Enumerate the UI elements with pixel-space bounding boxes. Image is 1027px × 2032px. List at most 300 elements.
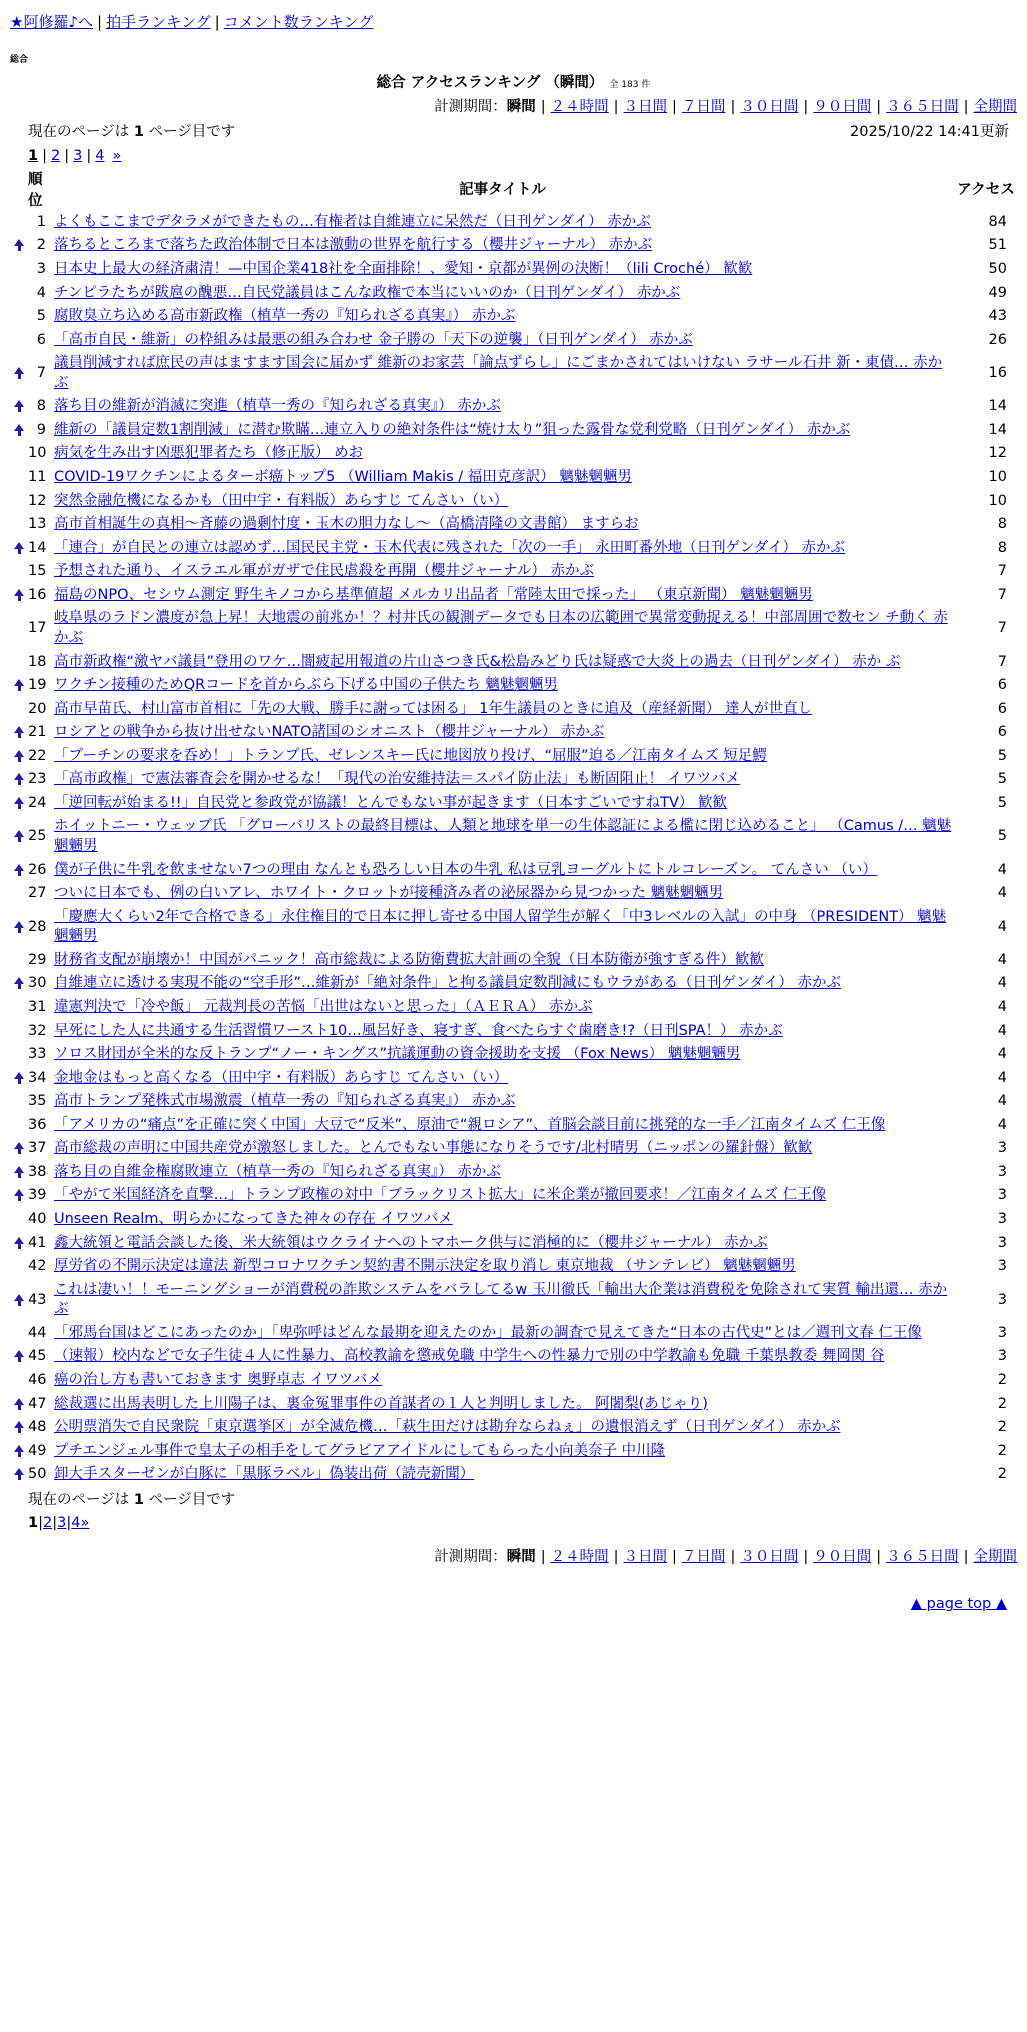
access-count: 2 [997,1371,1007,1388]
access-count: 14 [988,398,1007,415]
rank-number: 42 [28,1258,47,1275]
trend-cell [10,972,28,996]
current-page-text-bottom: 現在のページは 1 ページ目です [28,1491,236,1508]
title-cell [50,490,955,514]
up-arrow-icon [14,239,24,246]
trend-cell [10,1090,28,1114]
table-row [10,352,1017,395]
title-cell [50,1393,955,1417]
trend-cell [10,768,28,792]
trend-cell [10,1416,28,1440]
top-navigation [10,12,1017,34]
up-arrow-icon [14,424,24,431]
article-link[interactable]: 突然金融危機になるかも（田中宇・有料版）あらすじ てんさい（い） [54,492,509,509]
trend-cell [10,607,28,650]
table-row [10,584,1017,608]
trend-cell [10,906,28,949]
period-link[interactable]: ３０日間 [740,1548,799,1565]
rank-number: 47 [28,1395,47,1412]
title-cell [50,211,955,235]
rank-number: 18 [28,653,47,670]
article-link[interactable]: 総裁選に出馬表明した上川陽子は、裏金冤罪事件の首謀者の１人と判明しました。 阿闍梨(あじゃり) [54,1395,708,1412]
rank-number: 20 [28,700,47,717]
up-arrow-icon [14,864,24,871]
rank-number: 4 [36,284,46,301]
title-cell [50,1184,955,1208]
home-link[interactable]: ★阿修羅♪へ [10,13,94,31]
trend-cell [10,419,28,443]
trend-cell [10,996,28,1020]
period-separator: | [672,98,677,115]
table-row [10,1416,1017,1440]
trend-cell [10,1208,28,1232]
period-current: 瞬間 [506,98,536,115]
rank-number: 7 [36,365,46,381]
table-row [10,258,1017,282]
trend-cell [10,651,28,675]
access-count: 4 [997,1046,1007,1063]
rank-number: 3 [36,260,46,277]
period-separator: | [730,1548,736,1565]
table-row [10,1393,1017,1417]
trend-cell [10,282,28,306]
period-link[interactable]: 全期間 [973,1548,1017,1565]
article-link[interactable]: 病気を生み出す凶悪犯罪者たち（修正版） めお [54,445,364,462]
rank-number: 40 [28,1211,47,1228]
rank-number: 21 [28,724,47,741]
period-link[interactable]: ３日間 [623,1548,668,1565]
article-link[interactable]: 「アメリカの“痛点”を正確に突く中国」大豆で“反米”、原油で“親ロシア”、首脳会談目前に挑発的な一手／江南タイムズ 仁王像 [54,1116,886,1133]
comment-ranking-link[interactable]: コメント数ランキング [223,13,374,31]
table-row [10,466,1017,490]
period-separator: | [613,98,619,115]
pager-link[interactable]: 3 [73,147,83,164]
table-row [10,745,1017,769]
table-row [10,1184,1017,1208]
up-arrow-icon [14,679,24,686]
access-count: 12 [988,445,1007,462]
trend-cell [10,513,28,537]
total-count: 全 183 件 [609,80,651,90]
trend-cell [10,211,28,235]
up-arrow-icon [14,1445,24,1452]
article-link[interactable]: 岐阜県のラドン濃度が急上昇！大地震の前兆か！？村井氏の観測データでも日本の広範囲で異常変動捉える！中部周囲で数セン チ動く 赤かぶ [54,610,948,646]
title-cell [50,419,955,443]
up-arrow-icon [14,1142,24,1149]
pager-link[interactable]: 4 [71,1515,81,1532]
table-row [10,1279,1017,1322]
article-link[interactable]: チンピラたちが跋扈の醜悪…自民党議員はこんな政権で本当にいいのか（日刊ゲンダイ） 赤かぶ [54,284,681,301]
article-link[interactable]: これは凄い！！モーニングショーが消費税の詐欺システムをバラしてるw 玉川徹氏「輸出大企業は消費税を免除されて実質 輸出還… 赤かぶ [54,1281,948,1318]
article-link[interactable]: 「プーチンの要求を呑め！」トランプ氏、ゼレンスキー氏に地図放り投げ、“屈服”迫る／江南タイムズ 短足鰐 [54,747,767,764]
access-count: 16 [988,365,1007,381]
period-link[interactable]: ９０日間 [813,98,872,115]
period-link[interactable]: ３日間 [623,98,668,115]
table-row [10,972,1017,996]
trend-cell [10,792,28,816]
page-info [28,123,1009,143]
period-selector [10,98,1017,118]
article-link[interactable]: 自維連立に透ける実現不能の“空手形”…維新が「絶対条件」と拘る議員定数削減にもウラがある（日刊ゲンダイ） 赤かぶ [54,975,841,992]
period-link[interactable]: ３０日間 [740,98,799,115]
article-link[interactable]: 福島のNPO、セシウム測定 野生キノコから基準値超 メルカリ出品者「常陸太田で採った」 （東京新聞） 魑魅魍魎男 [54,586,813,603]
title-cell [50,792,955,816]
access-count: 3 [997,1291,1007,1308]
table-row [10,305,1017,329]
title-cell [50,698,955,722]
article-link[interactable]: 腐敗臭立ち込める高市新政権（植草一秀の『知られざる真実』） 赤かぶ [54,308,516,325]
title-cell [50,513,955,537]
rank-number: 14 [28,539,47,556]
rank-number: 32 [28,1022,47,1039]
rank-number: 23 [28,771,47,788]
title-cell [50,234,955,258]
access-count: 3 [997,1324,1007,1341]
access-count: 84 [988,213,1007,230]
rank-number: 31 [28,998,47,1015]
header-rank: 順位 [28,172,43,209]
up-arrow-icon [14,921,24,928]
table-row [10,996,1017,1020]
category-label: 総合 [10,55,29,65]
trend-cell [10,1137,28,1161]
article-link[interactable]: 公明票消失で自民衆院「東京選挙区」が全滅危機…「萩生田だけは勘弁ならねぇ」の遺恨消えず（日刊ゲンダイ） 赤かぶ [54,1419,841,1436]
pager-next-link[interactable]: » [80,1515,90,1532]
title-cell [50,305,955,329]
access-count: 8 [997,516,1007,533]
pager-current: 1 [28,1515,39,1532]
rank-number: 24 [28,794,47,811]
table-row [10,906,1017,949]
trend-cell [10,721,28,745]
trend-cell [10,560,28,584]
article-link[interactable]: 高市首相誕生の真相〜斉藤の過剰忖度・玉木の胆力なし〜（高橋清隆の文書館） ますらお [54,516,639,533]
access-count: 2 [997,1419,1007,1436]
table-row [10,329,1017,353]
title-cell [50,1161,955,1185]
article-link[interactable]: ついに日本でも、例の白いアレ、ホワイト・クロットが接種済み者の泌尿器から見つかった 魑魅魍魎男 [54,885,724,902]
access-count: 7 [997,563,1007,580]
up-arrow-icon [14,1398,24,1405]
rank-number: 12 [28,492,47,509]
table-row [10,1369,1017,1393]
article-link[interactable]: 鑫大統領と電話会談した後、米大統領はウクライナへのトマホーク供与に消極的に（櫻井ジャーナル） 赤かぶ [54,1234,768,1251]
article-link[interactable]: 「慶應大くらい2年で合格できる」永住権目的で日本に押し寄せる中国人留学生が解く「中3レベルの入試」の中身 （PRESIDENT） 魑魅魍魎男 [54,908,947,945]
article-link[interactable]: ホイットニー・ウェッブ氏 「グローバリストの最終目標は、人類と地球を単一の生体認証による檻に閉じ込めること」 （Camus /… 魑魅魍魎男 [54,818,952,855]
access-count: 4 [997,1022,1007,1039]
access-count: 3 [997,1348,1007,1365]
trend-cell [10,1020,28,1044]
article-link[interactable]: 落ちるところまで落ちた政治体制で日本は激動の世界を航行する（櫻井ジャーナル） 赤かぶ [54,237,653,254]
rank-number: 39 [28,1187,47,1204]
period-separator: | [963,98,969,115]
access-count: 10 [988,492,1007,509]
access-count: 2 [997,1442,1007,1459]
access-count: 8 [997,539,1007,556]
access-count: 6 [997,700,1007,717]
title-cell [50,1463,955,1487]
rank-number: 30 [28,975,47,992]
access-count: 3 [997,1163,1007,1180]
article-link[interactable]: Unseen Realm、明らかになってきた神々の存在 イワツバメ [54,1211,453,1228]
article-link[interactable]: 高市早苗氏、村山富市首相に「先の大戦、勝手に謝っては困る」 1年生議員のときに追及（産経新聞） 達人が世直し [54,700,812,717]
table-row [10,419,1017,443]
rank-number: 1 [36,213,46,230]
article-link[interactable]: 落ち目の維新が消滅に突進（植草一秀の『知られざる真実』） 赤かぶ [54,398,501,415]
pager-link[interactable]: 3 [57,1515,67,1532]
pager-link[interactable]: 2 [42,1515,53,1532]
period-link[interactable]: ３６５日間 [886,98,959,115]
up-arrow-icon [14,400,24,407]
article-link[interactable]: よくもここまでデタラメができたもの…有権者は自維連立に呆然だ（日刊ゲンダイ） 赤かぶ [54,213,651,230]
article-link[interactable]: 金地金はもっと高くなる（田中宇・有料版）あらすじ てんさい（い） [54,1069,509,1086]
table-row [10,490,1017,514]
period-separator: | [540,98,546,115]
ranking-heading [10,74,1017,94]
trend-cell [10,1345,28,1369]
period-link[interactable]: ２４時間 [550,98,609,115]
rank-number: 48 [28,1419,47,1436]
title-cell [50,906,955,949]
table-row [10,1232,1017,1256]
trend-cell [10,1161,28,1185]
up-arrow-icon [14,542,24,549]
period-separator: | [730,98,736,115]
trend-cell [10,674,28,698]
pager-separator: | [66,1515,72,1532]
title-cell [50,1255,955,1279]
title-cell [50,745,955,769]
table-row [10,949,1017,973]
title-cell [50,1114,955,1138]
access-count: 7 [997,586,1007,603]
access-count: 7 [997,620,1007,637]
article-link[interactable]: 卸大手スターゼンが白豚に「黒豚ラベル」偽装出荷（読売新聞） [54,1466,475,1483]
rank-number: 19 [28,677,47,694]
article-link[interactable]: 「高市政権」で憲法審査会を開かせるな！「現代の治安維持法＝スパイ防止法」も断固阻止！ イワツバメ [54,771,740,788]
title-cell [50,882,955,906]
title-cell [50,815,955,858]
trend-cell [10,1255,28,1279]
access-count: 5 [997,771,1007,788]
rank-number: 45 [28,1348,47,1365]
trend-cell [10,1067,28,1091]
pager-separator: | [64,147,70,164]
trend-cell [10,329,28,353]
article-link[interactable]: 僕が子供に牛乳を飲ませない7つの理由 なんとも恐ろしい日本の牛乳 私は豆乳ヨーグルトにトルコレーズン。 てんさい （い） [54,861,877,878]
trend-cell [10,882,28,906]
trend-cell [10,490,28,514]
rank-number: 17 [28,620,47,637]
rank-number: 44 [28,1324,47,1341]
period-separator: | [803,98,809,115]
table-row [10,1161,1017,1185]
table-row [10,674,1017,698]
rank-number: 41 [28,1234,47,1251]
table-header [10,170,1017,211]
article-link[interactable]: 「逆回転が始まる!!」自民党と参政党が協議！とんでもない事が起きます（日本すごいですねTV） 歓歓 [54,794,728,811]
access-count: 4 [997,861,1007,878]
article-link[interactable]: 「連合」が自民との連立は認めず…国民民主党・玉木代表に残された「次の一手」 永田町番外地（日刊ゲンダイ） 赤かぶ [54,539,846,556]
table-row [10,1322,1017,1346]
article-link[interactable]: 高市総裁の声明に中国共産党が激怒しました。とんでもない事態になりそうです/北村晴男（ニッポンの羅針盤）歓歓 [54,1140,813,1157]
period-separator: | [672,1548,677,1565]
rank-number: 13 [28,516,47,533]
pager-current: 1 [28,147,39,164]
access-count: 5 [997,828,1007,845]
article-link[interactable]: 日本史上最大の経済粛清！—中国企業418社を全面排除！、愛知・京都が異例の決断！（lili Croché） 歓歓 [54,260,753,277]
article-link[interactable]: （速報）校内などで女子生徒４人に性暴力、高校教諭を懲戒免職 中学生への性暴力で別の中学教諭も免職 千葉県教委 舞岡関 谷 [54,1348,885,1365]
article-link[interactable]: 高市新政権“激ヤバ議員”登用のワケ…闇疲起用報道の片山さつき氏&松島みどり氏は疑惑で大炎上の過去（日刊ゲンダイ） 赤か ぶ [54,653,901,670]
rank-number: 50 [28,1466,47,1483]
rank-number: 8 [36,398,46,415]
access-count: 7 [997,653,1007,670]
table-row [10,442,1017,466]
access-count: 4 [997,1116,1007,1133]
header-access: アクセス [957,182,1015,199]
access-count: 6 [997,724,1007,741]
table-row [10,721,1017,745]
article-link[interactable]: 落ち目の自維金権腐敗連立（植草一秀の『知られざる真実』） 赤かぶ [54,1163,501,1180]
pager-next-link[interactable]: » [112,147,122,164]
article-link[interactable]: 違憲判決で「冷や飯」 元裁判長の苦悩「出世はないと思った」（ＡＥＲＡ） 赤かぶ [54,998,593,1015]
title-cell [50,996,955,1020]
pager-link[interactable]: 4 [95,147,105,164]
title-cell [50,1067,955,1091]
table-row [10,1137,1017,1161]
title-cell [50,859,955,883]
period-link[interactable]: 全期間 [973,98,1017,115]
trend-cell [10,537,28,561]
rank-number: 35 [28,1093,47,1110]
article-link[interactable]: 財務省支配が崩壊か！中国がパニック！高市総裁による防衛費拡大計画の全貌（日本防衛が強すぎる件）歓歓 [54,951,764,968]
article-link[interactable]: 議員削減すれば庶民の声はますます国会に届かず 維新のお家芸「論点ずらし」にごまかされてはいけない ラサール石井 新・東債… 赤かぶ [54,355,943,391]
access-count: 4 [997,1093,1007,1110]
title-cell [50,1090,955,1114]
pagination [28,147,1017,167]
article-link[interactable]: 早死にした人に共通する生活習慣ワースト10…風呂好き、寝すぎ、食べたらすぐ歯磨き!?（日刊SPA！） 赤かぶ [54,1022,783,1039]
trend-cell [10,949,28,973]
up-arrow-icon [14,1468,24,1475]
pager-link[interactable]: 2 [50,147,61,164]
rank-number: 5 [36,308,46,325]
table-row [10,859,1017,883]
title-cell [50,329,955,353]
article-link[interactable]: 「高市自民・維新」の枠組みは最悪の組み合わせ 金子勝の「天下の逆襲」（日刊ゲンダイ） 赤かぶ [54,331,693,348]
rank-number: 2 [36,237,46,254]
title-cell [50,721,955,745]
table-row [10,1067,1017,1091]
trend-cell [10,352,28,395]
trend-cell [10,1232,28,1256]
article-link[interactable]: ロシアとの戦争から抜け出せないNATO諸国のシオニスト（櫻井ジャーナル） 赤かぶ [54,724,605,741]
access-count: 10 [988,469,1007,486]
trend-cell [10,1279,28,1322]
access-count: 4 [997,975,1007,992]
trend-cell [10,1184,28,1208]
article-link[interactable]: 癌の治し方も書いておきます 奥野卓志 イワツバメ [54,1371,382,1388]
title-cell [50,1020,955,1044]
access-count: 3 [997,1140,1007,1157]
access-count: 3 [997,1258,1007,1275]
up-arrow-icon [14,1421,24,1428]
article-link[interactable]: プチエンジェル事件で皇太子の相手をしてグラビアアイドルにしてもらった小向美奈子 中川隆 [54,1442,666,1459]
article-link[interactable]: 厚労省の不開示決定は違法 新型コロナワクチン契約書不開示決定を取り消し 東京地裁 （サンテレビ） 魑魅魍魎男 [54,1258,796,1275]
rank-number: 33 [28,1046,47,1063]
trend-cell [10,584,28,608]
period-link[interactable]: ２４時間 [550,1548,609,1565]
access-count: 4 [997,918,1007,935]
article-link[interactable]: 予想された通り、イスラエル軍がガザで住民虐殺を再開（櫻井ジャーナル） 赤かぶ [54,563,594,580]
title-cell [50,674,955,698]
table-row [10,651,1017,675]
title-cell [50,972,955,996]
table-row [10,698,1017,722]
header-arrow [10,170,28,211]
period-link[interactable]: ７日間 [681,1548,726,1565]
title-cell [50,352,955,395]
title-cell [50,1369,955,1393]
rank-number: 26 [28,861,47,878]
rank-number: 16 [28,586,47,603]
period-link[interactable]: ３６５日間 [886,1548,959,1565]
up-arrow-icon [14,1166,24,1173]
nav-separator: | [97,13,103,31]
article-link[interactable]: 高市トランプ発株式市場激震（植草一秀の『知られざる真実』） 赤かぶ [54,1093,516,1110]
table-row [10,211,1017,235]
title-cell [50,1440,955,1464]
title-cell [50,560,955,584]
article-link[interactable]: ソロス財団が全米的な反トランプ“ノー・キングス”抗議運動の資金援助を支援 （Fox News） 魑魅魍魎男 [54,1046,741,1063]
table-row [10,882,1017,906]
period-link[interactable]: ９０日間 [813,1548,872,1565]
table-row [10,1208,1017,1232]
title-cell [50,1279,955,1322]
period-separator: | [963,1548,969,1565]
access-count: 4 [997,1069,1007,1086]
period-link[interactable]: ７日間 [681,98,726,115]
access-count: 43 [988,308,1007,325]
title-cell [50,949,955,973]
trend-cell [10,859,28,883]
trend-cell [10,258,28,282]
article-link[interactable]: 「邪馬台国はどこにあったのか」「卑弥呼はどんな最期を迎えたのか」最新の調査で見えてきた“日本の古代史”とは／週刊文春 仁王像 [54,1324,922,1341]
article-link[interactable]: 維新の「議員定数1割削減」に潜む欺瞞…連立入りの絶対条件は“焼け太り”狙った露骨な党利党略（日刊ゲンダイ） 赤かぶ [54,421,851,438]
table-row [10,792,1017,816]
title-cell [50,1345,955,1369]
page-top-link[interactable]: ▲ page top ▲ [910,1596,1007,1613]
access-count: 3 [997,1211,1007,1228]
article-link[interactable]: COVID-19ワクチンによるターボ癌トップ5 （William Makis / 福田克彦訳） 魑魅魍魎男 [54,469,632,486]
title-cell [50,607,955,650]
article-link[interactable]: 「やがて米国経済を直撃…」トランプ政権の対中「ブラックリスト拡大」に米企業が撤回要求！／江南タイムズ 仁王像 [54,1187,827,1204]
clap-ranking-link[interactable]: 拍手ランキング [106,13,211,31]
trend-cell [10,1440,28,1464]
page-title: 総合 アクセスランキング （瞬間） [376,75,604,91]
rank-number: 36 [28,1116,47,1133]
up-arrow-icon [14,1350,24,1357]
rank-number: 38 [28,1163,47,1180]
period-separator: | [803,1548,809,1565]
title-cell [50,1043,955,1067]
title-cell [50,1137,955,1161]
access-count: 26 [988,331,1007,348]
article-link[interactable]: ワクチン接種のためQRコードを首からぶら下げる中国の子供たち 魑魅魍魎男 [54,677,558,694]
title-cell [50,1232,955,1256]
up-arrow-icon [14,830,24,837]
table-row [10,234,1017,258]
access-count: 6 [997,677,1007,694]
